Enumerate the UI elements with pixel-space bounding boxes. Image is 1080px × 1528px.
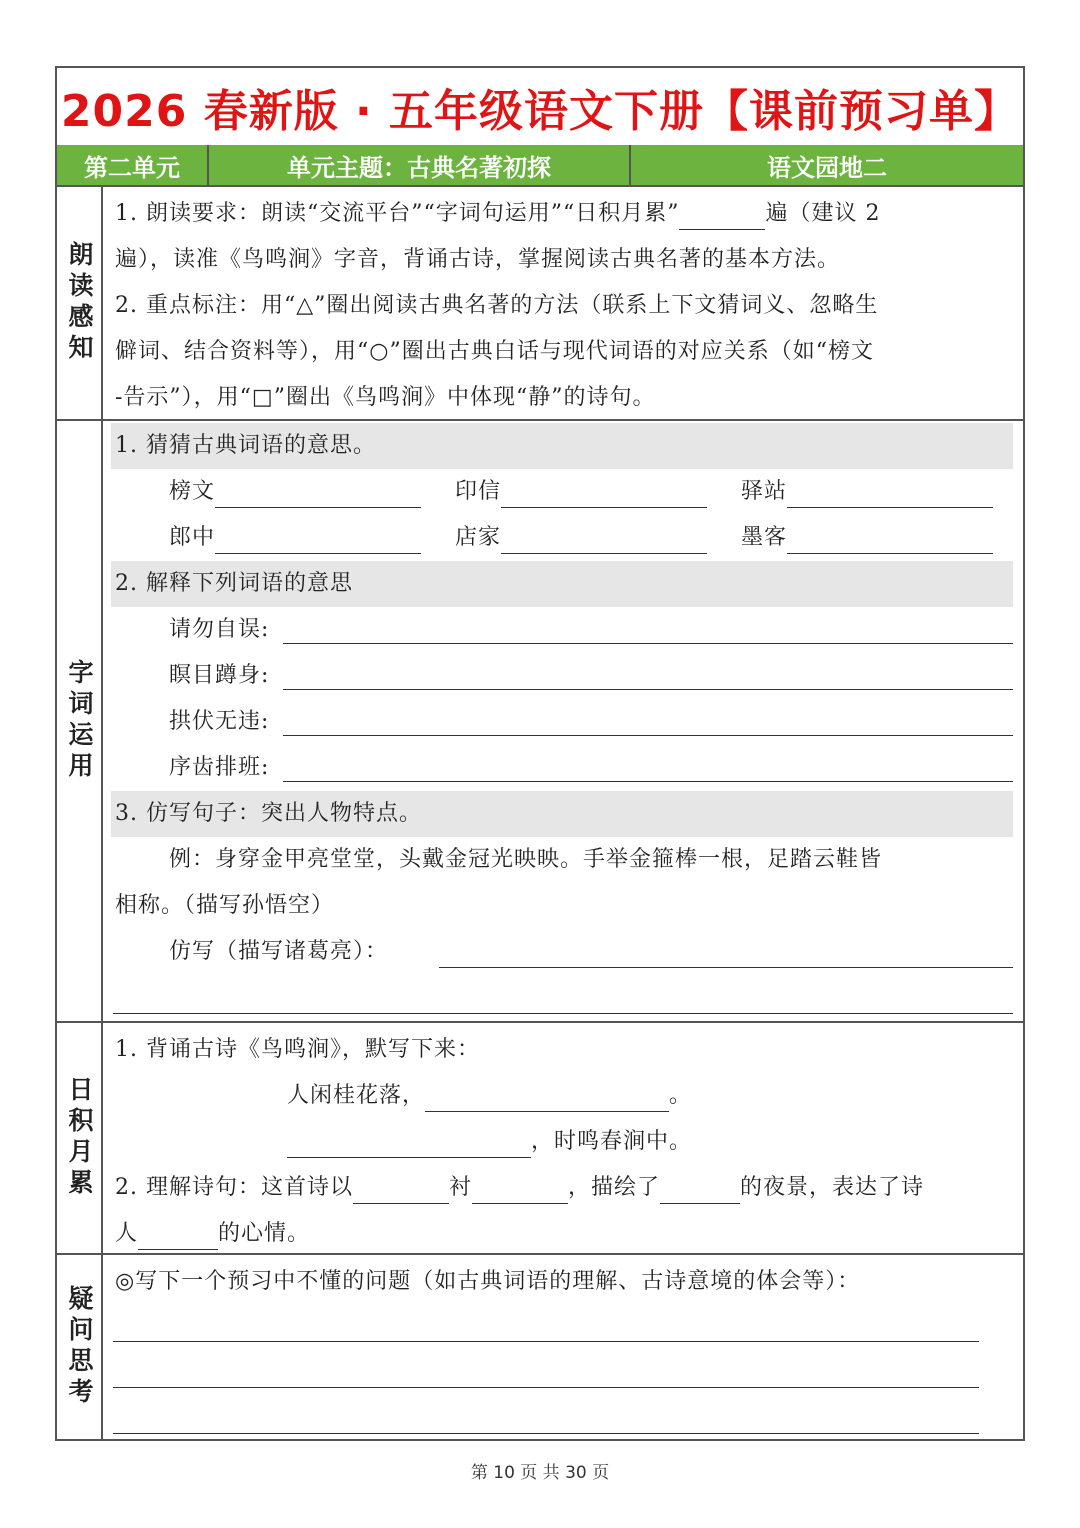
blank[interactable]	[787, 477, 993, 508]
answer-line[interactable]	[113, 1433, 979, 1434]
answer-line[interactable]	[113, 1387, 979, 1388]
poem-line-2: ，时鸣春涧中。	[287, 1119, 1013, 1165]
section-label: 字词运用	[57, 421, 103, 1021]
words-q2: 2. 解释下列词语的意思	[115, 571, 353, 596]
guess-item: 店家	[455, 515, 707, 561]
explain-item: 拱伏无违:	[169, 709, 270, 734]
guess-item: 墨客	[741, 515, 993, 561]
blank[interactable]	[353, 1173, 449, 1204]
words-q1: 1. 猜猜古典词语的意思。	[115, 433, 376, 458]
reading-line-2: 遍），读准《鸟鸣涧》字音，背诵古诗，掌握阅读古典名著的基本方法。	[115, 247, 841, 272]
poem-line-1: 人闲桂花落， 。	[287, 1073, 1013, 1119]
imitate-prompt: 仿写（描写诸葛亮）：	[169, 939, 389, 964]
guess-item: 郎中	[169, 515, 421, 561]
blank[interactable]	[138, 1219, 218, 1250]
unit-garden: 语文园地二	[767, 153, 887, 182]
section-questions	[57, 1255, 1023, 1439]
blank[interactable]	[425, 1081, 669, 1112]
blank[interactable]	[472, 1173, 568, 1204]
blank[interactable]	[501, 523, 707, 554]
explain-item: 序齿排班:	[169, 755, 270, 780]
explain-item: 瞑目蹲身:	[169, 663, 270, 688]
reading-line-5: -告示”），用“□”圈出《鸟鸣涧》中体现“静”的诗句。	[115, 385, 656, 410]
unit-theme: 单元主题：古典名著初探	[209, 145, 631, 185]
reading-line-4: 僻词、结合资料等），用“○”圈出古典白话与现代词语的对应关系（如“榜文	[115, 339, 874, 364]
guess-item: 榜文	[169, 469, 421, 515]
section-label: 日积月累	[57, 1023, 103, 1253]
reading-line-3: 2. 重点标注：用“△”圈出阅读古典名著的方法（联系上下文猜词义、忽略生	[115, 293, 879, 318]
answer-line[interactable]	[113, 1013, 1013, 1014]
unit-bar	[57, 145, 1023, 187]
answer-line[interactable]	[283, 643, 1013, 644]
worksheet	[55, 66, 1025, 1441]
blank[interactable]	[501, 477, 707, 508]
section-accumulate	[57, 1023, 1023, 1255]
accumulate-q2: 2. 理解诗句：这首诗以 衬 ，描绘了 的夜景，表达了诗	[115, 1165, 1013, 1211]
blank[interactable]	[215, 523, 421, 554]
questions-prompt: ◎写下一个预习中不懂的问题（如古典词语的理解、古诗意境的体会等）：	[115, 1269, 861, 1294]
accumulate-q1: 1. 背诵古诗《鸟鸣涧》，默写下来：	[115, 1037, 480, 1062]
blank[interactable]	[287, 1127, 531, 1158]
reading-line-1: 1. 朗读要求：朗读“交流平台”“字词句运用”“日积月累” 遍（建议 2	[115, 191, 1013, 237]
answer-line[interactable]	[283, 781, 1013, 782]
unit-label: 第二单元	[57, 145, 209, 185]
accumulate-q2-cont: 人 的心情。	[115, 1211, 1013, 1257]
blank[interactable]	[660, 1173, 740, 1204]
page-footer: 第 10 页 共 30 页	[470, 1463, 610, 1483]
blank[interactable]	[787, 523, 993, 554]
blank[interactable]	[679, 199, 765, 230]
words-q3: 3. 仿写句子：突出人物特点。	[115, 801, 422, 826]
answer-line[interactable]	[439, 967, 1013, 968]
blank[interactable]	[215, 477, 421, 508]
example-line-1: 例：身穿金甲亮堂堂，头戴金冠光映映。手举金箍棒一根，足踏云鞋皆	[169, 847, 883, 872]
page-title: 2026 春新版 · 五年级语文下册【课前预习单】	[57, 68, 1023, 147]
section-label: 疑问思考	[57, 1255, 103, 1439]
explain-item: 请勿自误:	[169, 617, 270, 642]
guess-item: 印信	[455, 469, 707, 515]
section-words	[57, 421, 1023, 1023]
answer-line[interactable]	[283, 689, 1013, 690]
answer-line[interactable]	[113, 1341, 979, 1342]
guess-item: 驿站	[741, 469, 993, 515]
section-label: 朗读感知	[57, 187, 103, 419]
section-reading	[57, 187, 1023, 421]
answer-line[interactable]	[283, 735, 1013, 736]
example-line-2: 相称。（描写孙悟空）	[115, 893, 335, 918]
